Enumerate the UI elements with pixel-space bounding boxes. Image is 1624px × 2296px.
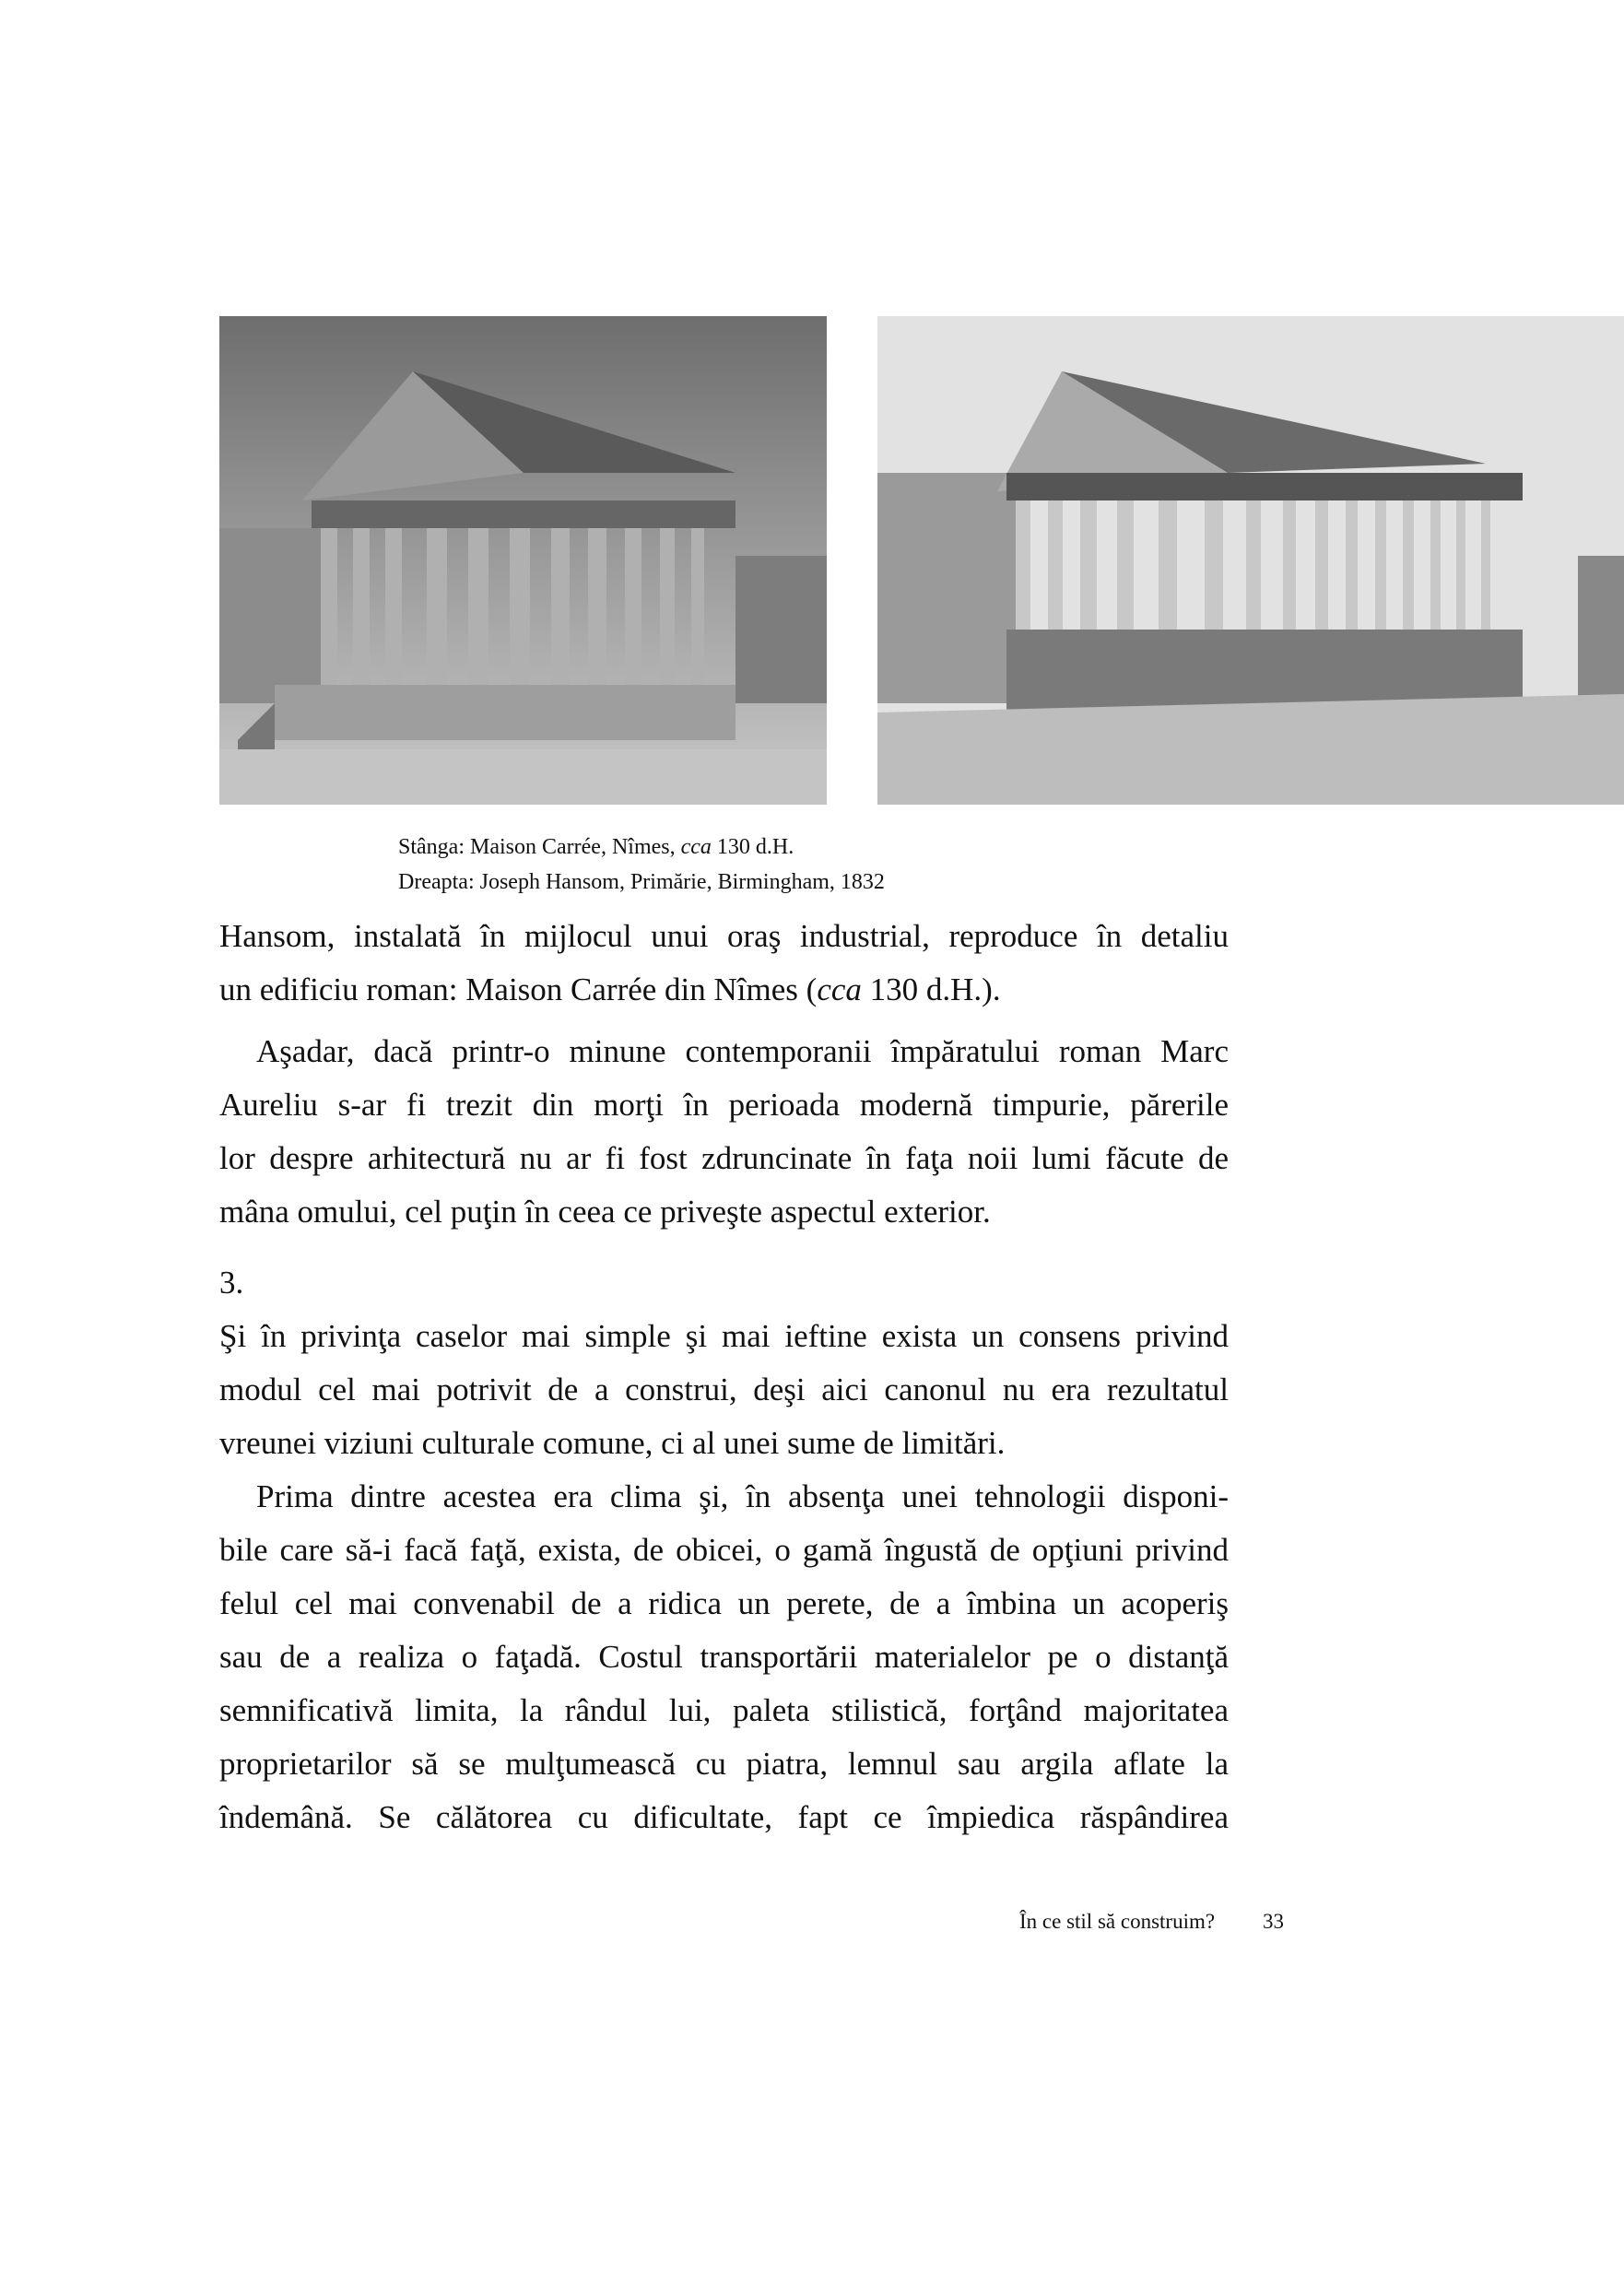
text-line: un edificiu roman: Maison Carrée din Nîmes (cca 130 d.H.). xyxy=(219,971,1001,1007)
text-line: îndemână. Se călătorea cu dificultate, fapt ce împiedica răspândirea xyxy=(219,1799,1229,1835)
paragraph-2 xyxy=(219,1025,1229,1239)
text-line: bile care să-i facă faţă, exista, de obicei, o gamă îngustă de opţiuni privind xyxy=(219,1532,1229,1568)
text-line: lor despre arhitectură nu ar fi fost zdruncinate în faţa noii lumi făcute de xyxy=(219,1140,1229,1176)
text-line: modul cel mai potrivit de a construi, deşi aici canonul nu era rezultatul xyxy=(219,1372,1229,1407)
text-line: Aureliu s-ar fi trezit din morţi în perioada modernă timpurie, părerile xyxy=(219,1087,1229,1123)
text-line: vreunei viziuni culturale comune, ci al unei sume de limitări. xyxy=(219,1425,1006,1461)
text-line: felul cel mai convenabil de a ridica un perete, de a îmbina un acoperiş xyxy=(219,1585,1229,1621)
section-number: 3. xyxy=(219,1265,244,1301)
paragraph-3 xyxy=(219,1310,1229,1470)
text-line: Prima dintre acestea era clima şi, în absenţa unei tehnologii disponi- xyxy=(256,1478,1229,1514)
page-number: 33 xyxy=(1263,1910,1284,1933)
caption-left: Stânga: Maison Carrée, Nîmes, cca 130 d.H. xyxy=(398,835,794,859)
running-title: În ce stil să construim? xyxy=(1019,1910,1216,1933)
paragraph-4 xyxy=(219,1470,1229,1844)
text-line: Aşadar, dacă printr-o minune contemporanii împăratului roman Marc xyxy=(256,1033,1229,1069)
paragraph-1 xyxy=(219,910,1229,1017)
photo-birmingham-town-hall xyxy=(877,316,1624,805)
text-line: proprietarilor să se mulţumească cu piatra, lemnul sau argila aflate la xyxy=(219,1746,1229,1782)
figure-caption xyxy=(398,830,885,900)
caption-right: Dreapta: Joseph Hansom, Primărie, Birmingham, 1832 xyxy=(398,870,885,894)
text-line: Şi în privinţa caselor mai simple şi mai ieftine exista un consens privind xyxy=(219,1318,1229,1354)
text-line: semnificativă limita, la rândul lui, paleta stilistică, forţând majoritatea xyxy=(219,1692,1229,1728)
body-text xyxy=(219,910,1229,1844)
text-line: Hansom, instalată în mijlocul unui oraş industrial, reproduce în detaliu xyxy=(219,918,1229,954)
photo-maison-carree xyxy=(219,316,827,805)
text-line: mâna omului, cel puţin în ceea ce priveşte aspectul exterior. xyxy=(219,1194,991,1230)
text-line: sau de a realiza o faţadă. Costul transportării materialelor pe o distanţă xyxy=(219,1639,1229,1675)
